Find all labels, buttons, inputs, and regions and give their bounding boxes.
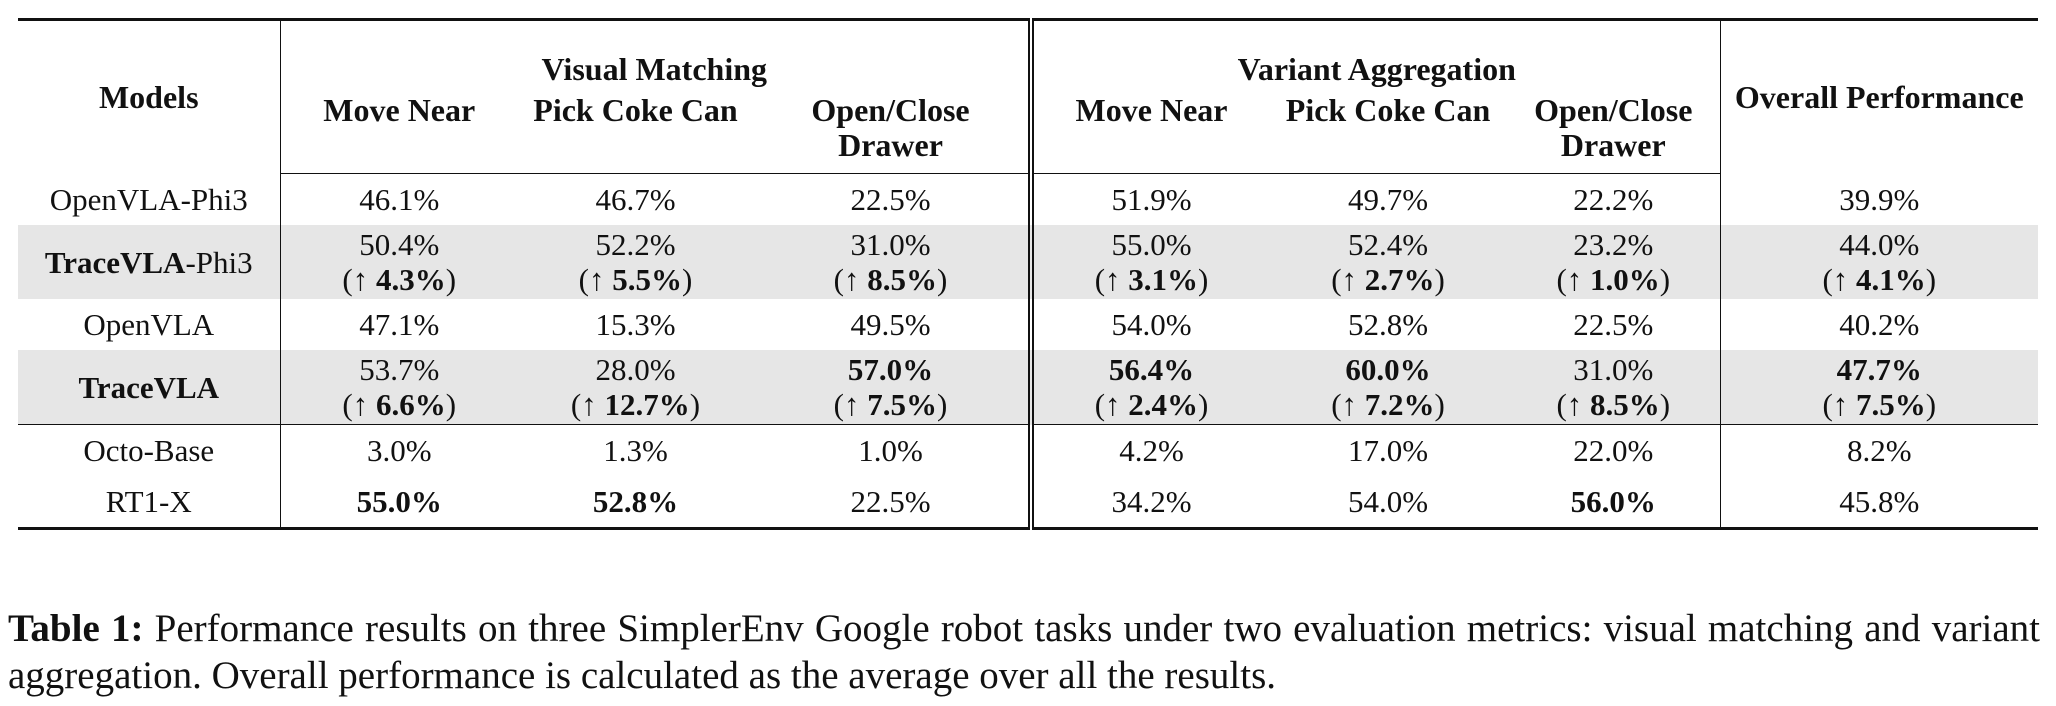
cell-gain: (↑ 2.7%)	[1331, 262, 1445, 297]
table-cell: 52.8%	[1347, 307, 1429, 342]
table-row-highlighted	[18, 225, 2038, 299]
table-row	[18, 425, 2038, 477]
up-arrow-icon: ↑	[352, 262, 369, 297]
table-cell	[1031, 225, 1269, 299]
gain-value: 3.1%	[1128, 262, 1199, 297]
up-arrow-icon: ↑	[581, 387, 597, 422]
table-cell	[1720, 225, 2038, 299]
table-cell: 40.2%	[1839, 307, 1920, 342]
table-cell: 22.0%	[1507, 425, 1720, 477]
variant-aggregation-header: Variant Aggregation	[1031, 20, 1720, 94]
up-arrow-icon: ↑	[1341, 387, 1358, 422]
table-cell: 39.9%	[1839, 181, 1920, 217]
up-arrow-icon: ↑	[1832, 262, 1849, 297]
table-cell: 3.0%	[280, 425, 518, 477]
table-cell	[753, 225, 1031, 299]
cell-value: 31.0%	[1573, 352, 1654, 387]
table-cell	[1720, 350, 2038, 425]
table-cell	[1269, 350, 1507, 425]
table-cell	[1269, 225, 1507, 299]
cell-value: 53.7%	[359, 352, 440, 387]
models-header: Models	[18, 20, 280, 174]
header-line: Drawer	[1560, 127, 1666, 163]
cell-gain: (↑ 8.5%)	[1556, 387, 1671, 422]
cell-gain: (↑ 1.0%)	[1556, 262, 1671, 297]
cell-gain: (↑ 5.5%)	[578, 262, 693, 297]
up-arrow-icon: ↑	[1341, 262, 1358, 297]
table-cell: 22.5%	[1507, 299, 1720, 350]
table-cell: 1.0%	[753, 425, 1031, 477]
cell-value: 50.4%	[359, 227, 440, 262]
vm-open-close-drawer-header	[753, 93, 1031, 174]
vm-move-near-header: Move Near	[280, 93, 518, 174]
cell-value: 28.0%	[595, 352, 676, 387]
visual-matching-header: Visual Matching	[280, 20, 1031, 94]
cell-value: 52.2%	[595, 227, 676, 262]
cell-value: 55.0%	[1111, 227, 1192, 262]
table-cell: 1.3%	[518, 425, 753, 477]
vm-pick-coke-can-header: Pick Coke Can	[518, 93, 753, 174]
gain-value: 7.5%	[1856, 387, 1926, 422]
up-arrow-icon: ↑	[352, 387, 369, 422]
table-cell: 52.8%	[592, 484, 679, 519]
cell-value: 23.2%	[1573, 227, 1654, 262]
model-name	[18, 350, 280, 425]
up-arrow-icon: ↑	[1105, 387, 1121, 422]
table-cell	[518, 225, 753, 299]
va-move-near-header: Move Near	[1031, 93, 1269, 174]
table-cell: 46.7%	[595, 182, 676, 217]
table-caption	[8, 605, 2040, 699]
table-cell	[518, 350, 753, 425]
caption-text: Performance results on three SimplerEnv Google robot tasks under two evaluation metrics: visual matching and variant aggregation. Overall performance is calculated as the average over all the results.	[8, 607, 2040, 697]
model-name: Octo-Base	[18, 425, 280, 477]
cell-gain: (↑ 7.5%)	[833, 387, 948, 422]
cell-value: 31.0%	[850, 227, 931, 262]
model-name	[18, 225, 280, 299]
results-table	[18, 18, 2038, 530]
table-cell: 54.0%	[1347, 484, 1429, 519]
model-name: RT1-X	[18, 476, 280, 529]
table-cell: 51.9%	[1111, 182, 1192, 217]
table-cell: 22.2%	[1507, 174, 1720, 226]
gain-value: 12.7%	[604, 387, 690, 422]
caption-label: Table 1:	[8, 607, 144, 650]
cell-value: 47.7%	[1836, 352, 1922, 387]
table-cell: 8.2%	[1720, 425, 2038, 477]
table-cell	[1507, 350, 1720, 425]
table-cell	[1031, 350, 1269, 425]
up-arrow-icon: ↑	[1105, 262, 1121, 297]
cell-gain: (↑ 4.3%)	[342, 262, 457, 297]
gain-value: 4.3%	[376, 262, 446, 297]
up-arrow-icon: ↑	[844, 387, 860, 422]
gain-value: 4.1%	[1856, 262, 1926, 297]
cell-value: 57.0%	[847, 352, 934, 387]
up-arrow-icon: ↑	[1566, 262, 1583, 297]
gain-value: 2.4%	[1128, 387, 1199, 422]
gain-value: 8.5%	[1590, 387, 1660, 422]
model-name: OpenVLA-Phi3	[18, 174, 280, 226]
cell-gain: (↑ 2.4%)	[1094, 387, 1209, 422]
va-pick-coke-can-header: Pick Coke Can	[1269, 93, 1507, 174]
model-name-bold: TraceVLA	[44, 244, 186, 280]
up-arrow-icon: ↑	[844, 262, 860, 297]
table-cell: 22.5%	[753, 476, 1031, 529]
table-row-highlighted	[18, 350, 2038, 425]
table-row	[18, 299, 2038, 350]
table-row	[18, 476, 2038, 529]
table-cell: 34.2%	[1111, 484, 1192, 519]
gain-value: 5.5%	[612, 262, 682, 297]
table-cell: 47.1%	[359, 307, 440, 342]
table-cell	[1507, 225, 1720, 299]
cell-gain: (↑ 12.7%)	[570, 387, 701, 422]
table-cell: 49.5%	[753, 299, 1031, 350]
model-name: OpenVLA	[18, 299, 280, 350]
table-cell: 54.0%	[1111, 307, 1192, 342]
up-arrow-icon: ↑	[1832, 387, 1849, 422]
table-cell: 45.8%	[1839, 484, 1920, 519]
cell-value: 44.0%	[1839, 227, 1920, 262]
table-cell: 22.5%	[753, 174, 1031, 226]
results-table-container	[18, 18, 2038, 530]
gain-value: 8.5%	[867, 262, 937, 297]
table-row	[18, 174, 2038, 226]
table-cell	[280, 350, 518, 425]
table-cell	[280, 225, 518, 299]
gain-value: 2.7%	[1364, 262, 1435, 297]
cell-value: 60.0%	[1345, 352, 1431, 387]
gain-value: 7.2%	[1364, 387, 1435, 422]
cell-gain: (↑ 3.1%)	[1094, 262, 1209, 297]
gain-value: 1.0%	[1590, 262, 1660, 297]
table-cell: 15.3%	[595, 307, 676, 342]
cell-gain: (↑ 7.5%)	[1822, 387, 1937, 422]
header-line: Drawer	[838, 127, 943, 163]
table-cell	[753, 350, 1031, 425]
table-cell: 49.7%	[1347, 182, 1429, 217]
table-cell: 17.0%	[1269, 425, 1507, 477]
table-cell: 56.0%	[1507, 476, 1720, 529]
table-cell: 55.0%	[356, 484, 442, 519]
va-open-close-drawer-header	[1507, 93, 1720, 174]
cell-gain: (↑ 7.2%)	[1331, 387, 1445, 422]
gain-value: 6.6%	[376, 387, 446, 422]
gain-value: 7.5%	[867, 387, 937, 422]
overall-performance-header: Overall Performance	[1734, 78, 2024, 115]
cell-value: 56.4%	[1108, 352, 1195, 387]
header-line: Open/Close	[1534, 92, 1693, 128]
cell-gain: (↑ 8.5%)	[833, 262, 948, 297]
up-arrow-icon: ↑	[589, 262, 605, 297]
model-name-bold: TraceVLA	[78, 369, 220, 405]
header-line: Open/Close	[811, 92, 970, 128]
cell-gain: (↑ 6.6%)	[342, 387, 457, 422]
table-cell: 46.1%	[359, 182, 440, 217]
cell-value: 52.4%	[1347, 227, 1429, 262]
table-cell: 4.2%	[1031, 425, 1269, 477]
model-name-suffix: -Phi3	[185, 244, 253, 280]
up-arrow-icon: ↑	[1566, 387, 1583, 422]
cell-gain: (↑ 4.1%)	[1822, 262, 1937, 297]
